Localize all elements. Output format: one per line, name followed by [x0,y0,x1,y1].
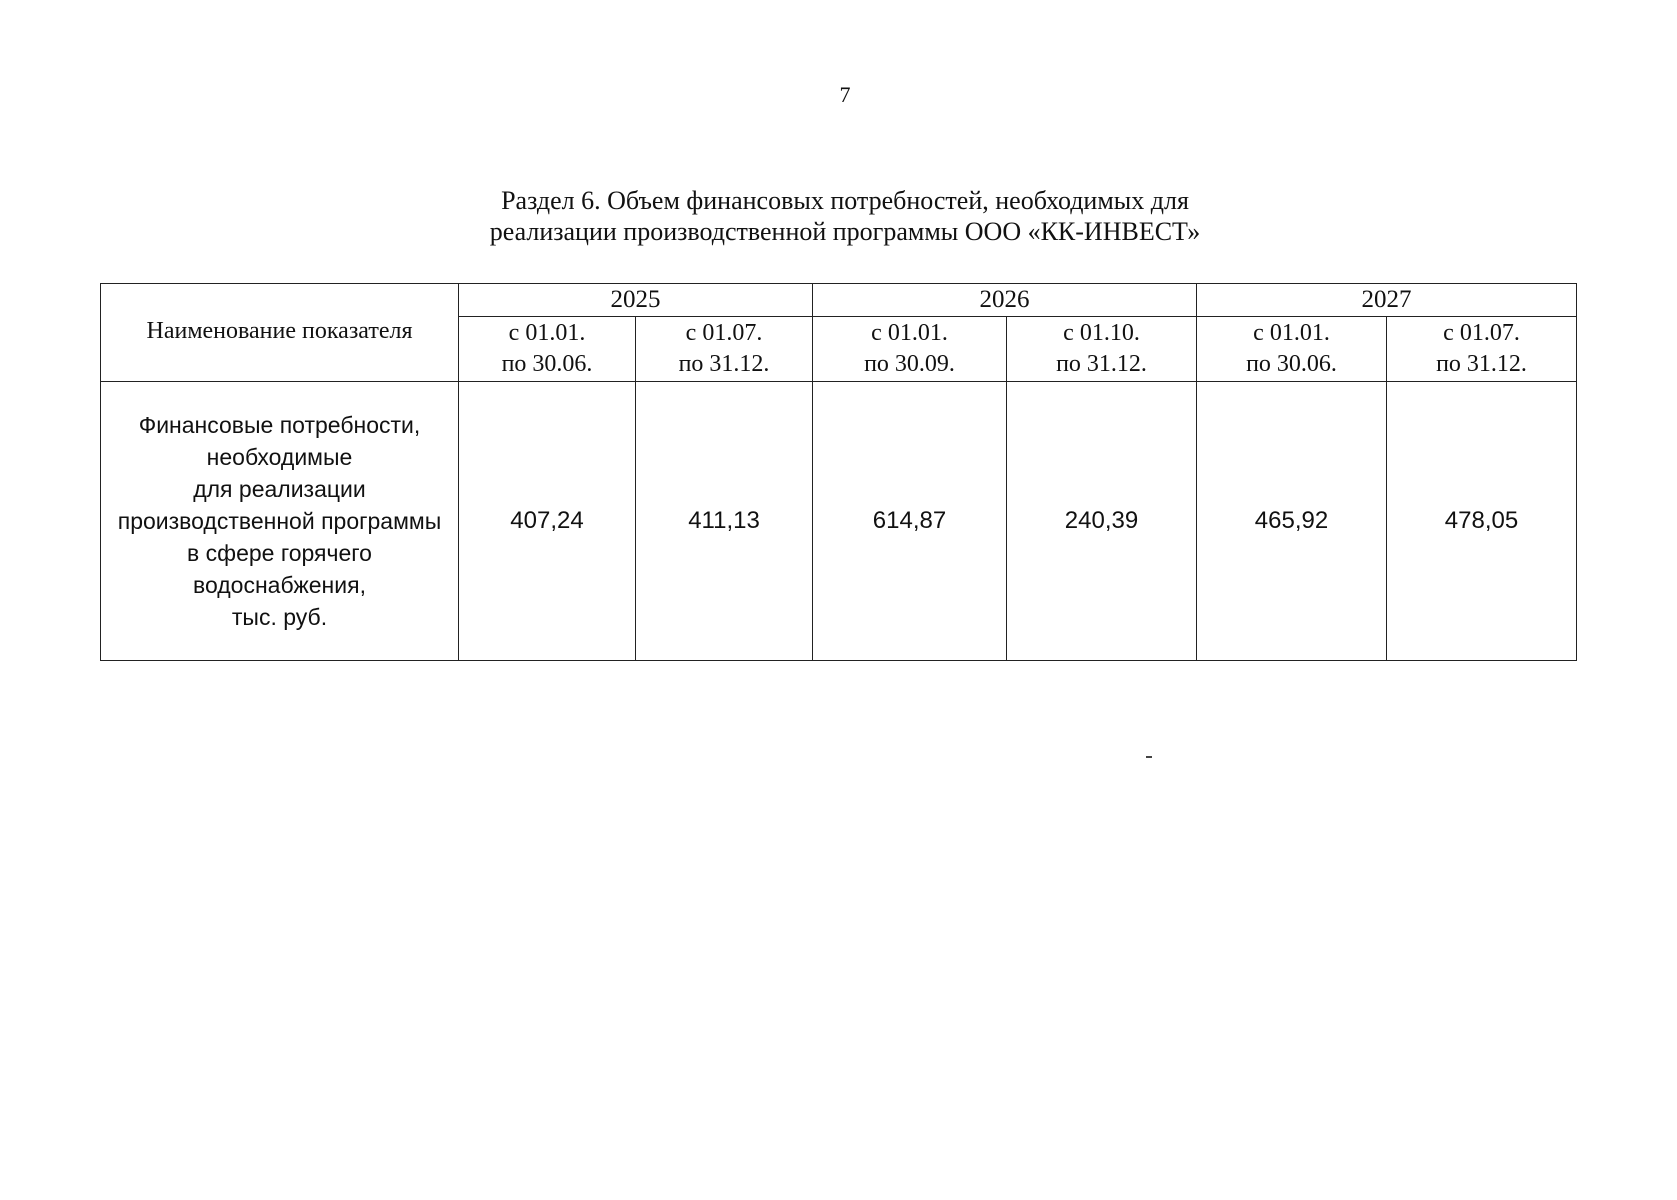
year-header-2027: 2027 [1197,284,1577,317]
period-start: с 01.01. [508,320,586,346]
row-label-line: водоснабжения, [193,572,366,598]
period-header [1387,317,1577,382]
value-cell: 407,24 [459,382,636,661]
period-end: по 31.12. [678,351,770,377]
year-header-2025: 2025 [459,284,813,317]
period-start: с 01.01. [1253,320,1330,346]
row-label-line: Финансовые потребности, [138,412,421,438]
period-end: по 31.12. [1436,351,1527,377]
period-start: с 01.07. [685,320,763,346]
row-label-line: производственной программы [117,508,442,534]
period-end: по 30.09. [864,351,955,377]
row-label [101,382,459,661]
period-end: по 30.06. [501,351,593,377]
value-cell: 411,13 [636,382,813,661]
period-end: по 30.06. [1246,351,1337,377]
period-start: с 01.07. [1443,320,1520,346]
financial-needs-table [100,283,1577,661]
section-title [0,185,1677,247]
period-header [1197,317,1387,382]
table-header-row-years [101,284,1577,317]
period-header [813,317,1007,382]
value-cell: 240,39 [1007,382,1197,661]
page-number: 7 [839,82,851,107]
year-header-2026: 2026 [813,284,1197,317]
indicator-name-header: Наименование показателя [101,284,459,382]
value-cell: 614,87 [813,382,1007,661]
period-header [459,317,636,382]
period-header [636,317,813,382]
period-end: по 31.12. [1056,351,1147,377]
value-cell: 465,92 [1197,382,1387,661]
value-cell: 478,05 [1387,382,1577,661]
period-start: с 01.10. [1063,320,1140,346]
row-label-line: для реализации [193,476,366,502]
row-label-line: тыс. руб. [231,604,328,630]
row-label-line: необходимые [206,444,353,470]
period-header [1007,317,1197,382]
table-row [101,382,1577,661]
section-title-line-2: реализации производственной программы ООО «КК-ИНВЕСТ» [489,217,1201,246]
section-title-line-1: Раздел 6. Объем финансовых потребностей, необходимых для [501,186,1189,215]
row-label-line: в сфере горячего [187,540,372,566]
period-start: с 01.01. [871,320,948,346]
scan-artifact-mark [1146,756,1152,758]
